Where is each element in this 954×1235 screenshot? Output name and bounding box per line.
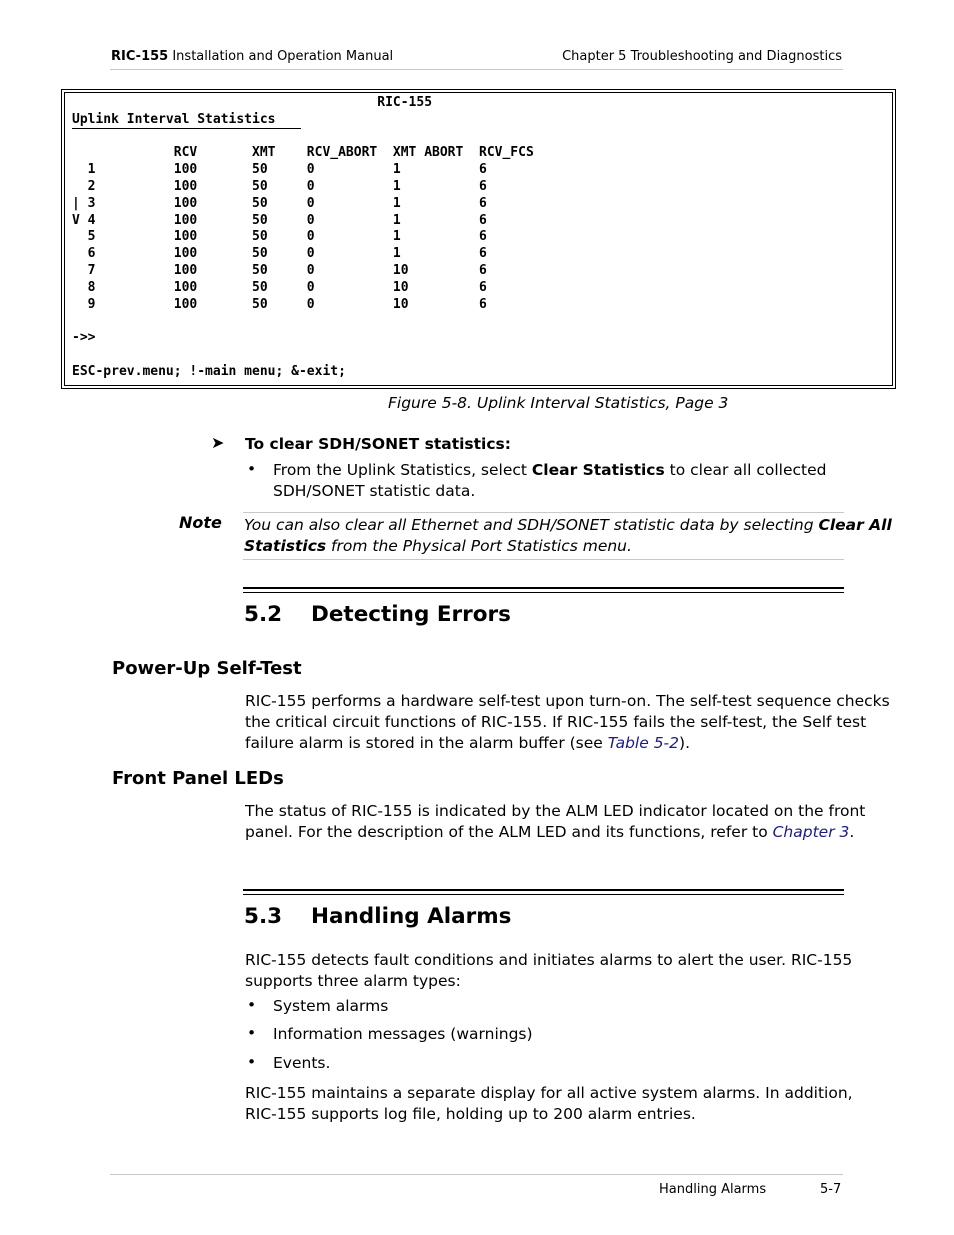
- alarms-outro-line2: RIC-155 supports log file, holding up to 200 alarm entries.: [245, 1105, 696, 1123]
- list-item: Information messages (warnings): [273, 1025, 533, 1043]
- running-header-chapter: Chapter 5 Troubleshooting and Diagnostics: [562, 49, 842, 64]
- power-up-line3: failure alarm is stored in the alarm buffer (see Table 5-2).: [245, 734, 690, 752]
- table-link[interactable]: Table 5-2: [607, 734, 680, 752]
- terminal-text: RIC-155 Uplink Interval Statistics RCV XMT RCV_ABORT XMT ABORT RCV_FCS 1 100 50 0 1 6 2 100 50 0 1 6 | 3 100 50 0 1 6 V 4 100 50 0 1 6 5 100 50 0 1 6 6 100 50 0 1 6 7 100 50 0 10 6 8 100 50 0 10 6 9 100 50 0 10 6 ->> ESC-prev.menu; !-main menu; &-exit;: [72, 95, 534, 379]
- front-panel-line2: panel. For the description of the ALM LED and its functions, refer to Chapter 3.: [245, 823, 855, 841]
- subsection-title-power-up: Power-Up Self-Test: [112, 658, 302, 679]
- section-rule: [243, 587, 844, 593]
- terminal-title-underline: [72, 128, 301, 129]
- section-number: 5.3: [244, 904, 283, 929]
- procedure-title: To clear SDH/SONET statistics:: [245, 435, 511, 453]
- running-header-title: [111, 49, 393, 64]
- subsection-title-front-panel: Front Panel LEDs: [112, 768, 284, 789]
- section-title: Handling Alarms: [311, 904, 512, 929]
- bullet-icon: •: [247, 1053, 257, 1071]
- section-title: Detecting Errors: [311, 602, 511, 627]
- alarms-outro-line1: RIC-155 maintains a separate display for all active system alarms. In addition,: [245, 1084, 853, 1102]
- procedure-bullet-line2: SDH/SONET statistic data.: [273, 482, 476, 500]
- page-number: 5-7: [820, 1182, 842, 1197]
- figure-caption: Figure 5-8. Uplink Interval Statistics, Page 3: [388, 394, 729, 412]
- chapter-link[interactable]: Chapter 3: [772, 823, 850, 841]
- alarms-intro-line2: supports three alarm types:: [245, 972, 461, 990]
- footer-section: Handling Alarms: [659, 1182, 767, 1197]
- bullet-icon: •: [247, 1024, 257, 1042]
- note-bottom-rule: [243, 559, 844, 560]
- header-rule: [110, 69, 843, 70]
- front-panel-line1: The status of RIC-155 is indicated by the ALM LED indicator located on the front: [245, 802, 866, 820]
- note-label: Note: [179, 513, 222, 532]
- note-text-line2: Statistics from the Physical Port Statistics menu.: [244, 537, 632, 555]
- section-number: 5.2: [244, 602, 283, 627]
- list-item: Events.: [273, 1054, 331, 1072]
- note-text-line1: You can also clear all Ethernet and SDH/SONET statistic data by selecting Clear All: [244, 516, 892, 534]
- list-item: System alarms: [273, 997, 389, 1015]
- alarms-intro-line1: RIC-155 detects fault conditions and initiates alarms to alert the user. RIC-155: [245, 951, 853, 969]
- manual-title: Installation and Operation Manual: [168, 49, 394, 64]
- procedure-bullet-text: From the Uplink Statistics, select Clear Statistics to clear all collected: [273, 461, 827, 479]
- bullet-icon: •: [247, 460, 257, 478]
- footer-rule: [110, 1174, 843, 1175]
- note-top-rule: [243, 512, 844, 513]
- terminal-screen: [61, 89, 896, 389]
- procedure-arrow-icon: ➤: [211, 433, 225, 452]
- bullet-icon: •: [247, 996, 257, 1014]
- section-rule: [243, 889, 844, 895]
- product-name: RIC-155: [111, 49, 169, 64]
- power-up-line2: the critical circuit functions of RIC-155. If RIC-155 fails the self-test, the Self test: [245, 713, 867, 731]
- power-up-line1: RIC-155 performs a hardware self-test upon turn-on. The self-test sequence checks: [245, 692, 890, 710]
